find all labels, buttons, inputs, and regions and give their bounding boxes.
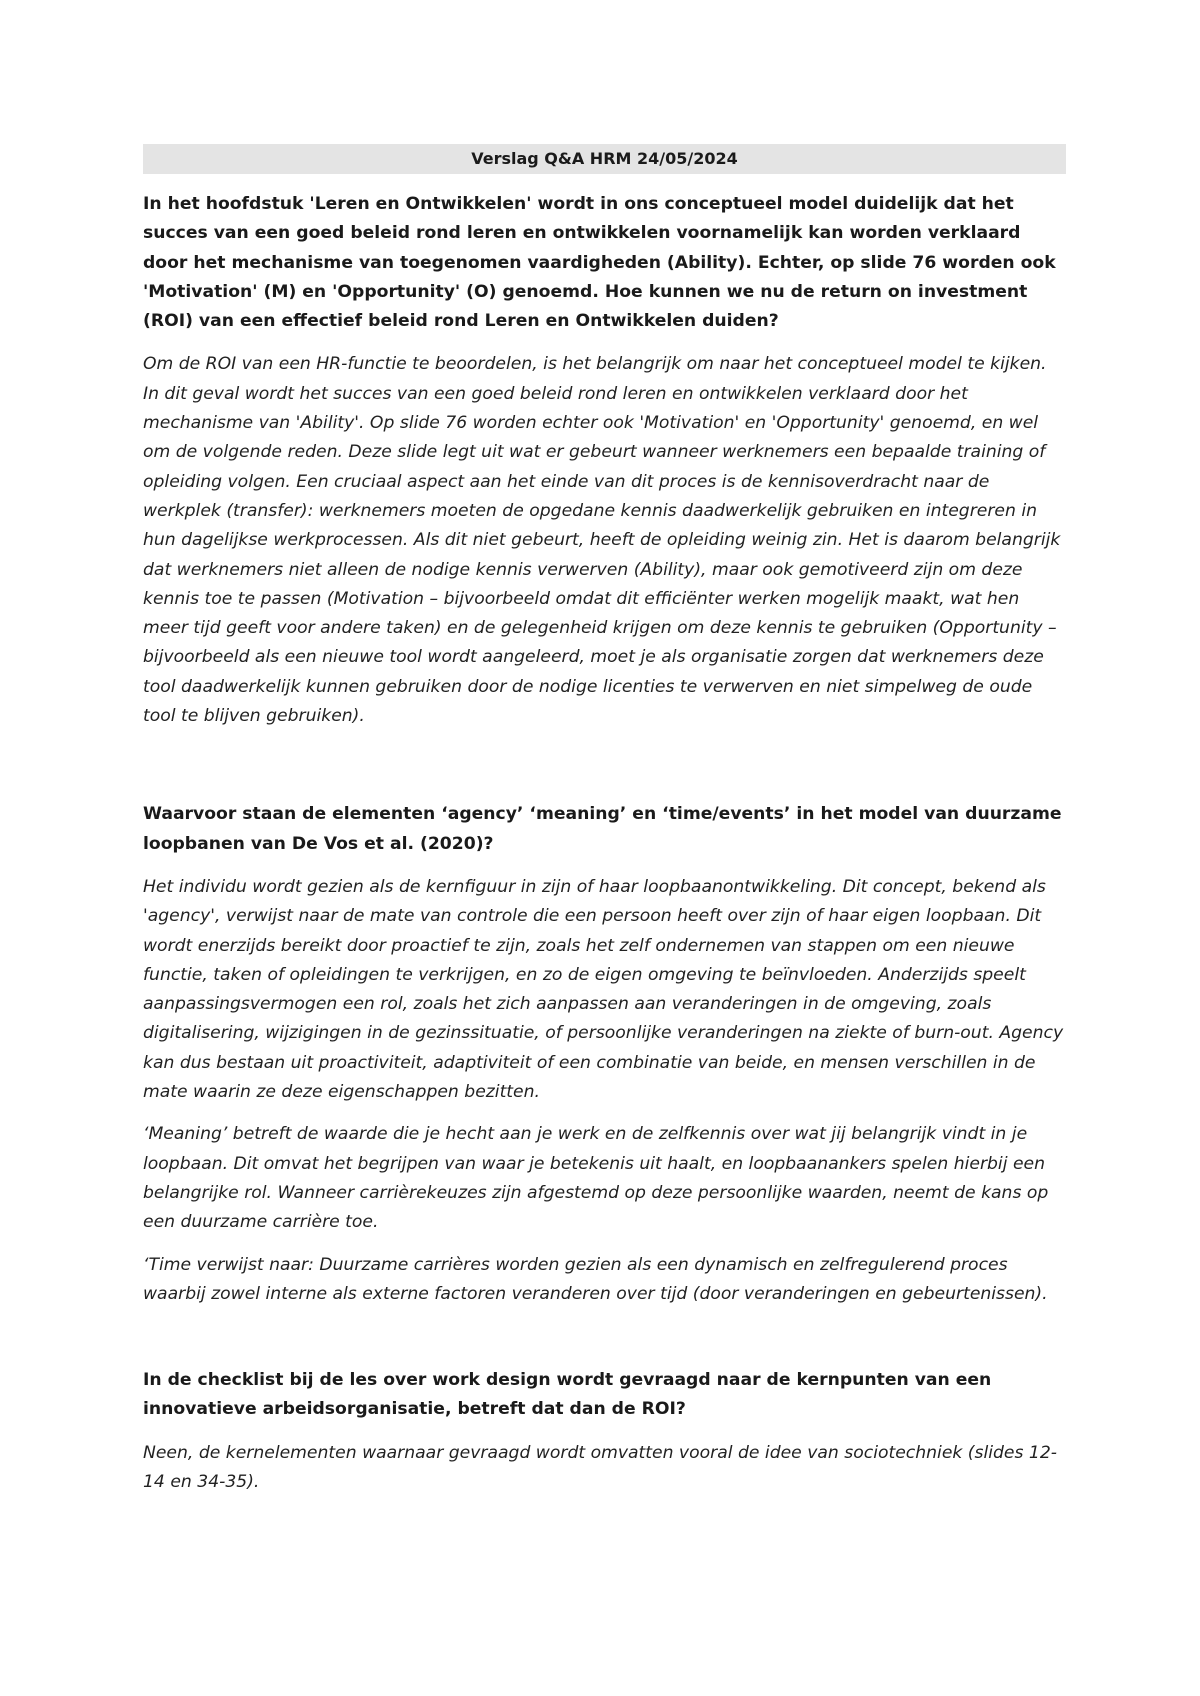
answer-1-paragraph-1: Om de ROI van een HR-functie te beoordelen, is het belangrijk om naar het conceptueel model te kijken. In dit geval wordt het succes van een goed beleid rond leren en ontwikkelen verklaard door het mechanisme van 'Ability'. Op slide 76 worden echter ook 'Motivation' en 'Opportunity' genoemd, en wel om de volgende reden. Deze slide legt uit wat er gebeurt wanneer werknemers een bepaalde training of opleiding volgen. Een cruciaal aspect aan het einde van dit proces is de kennisoverdracht naar de werkplek (transfer): werknemers moeten de opgedane kennis daadwerkelijk gebruiken en integreren in hun dagelijkse werkprocessen. Als dit niet gebeurt, heeft de opleiding weinig zin. Het is daarom belangrijk dat werknemers niet alleen de nodige kennis verwerven (Ability), maar ook gemotiveerd zijn om deze kennis toe te passen (Motivation – bijvoorbeeld omdat dit efficiënter werken mogelijk maakt, wat hen meer tijd geeft voor andere taken) en de gelegenheid krijgen om deze kennis te gebruiken (Opportunity – bijvoorbeeld als een nieuwe tool wordt aangeleerd, moet je als organisatie zorgen dat werknemers deze tool daadwerkelijk kunnen gebruiken door de nodige licenties te verwerven en niet simpelweg de oude tool te blijven gebruiken).	[143, 354, 1061, 727]
answer-2-paragraph-2: ‘Meaning’ betreft de waarde die je hecht aan je werk en de zelfkennis over wat jij belangrijk vindt in je loopbaan. Dit omvat het begrijpen van waar je betekenis uit haalt, en loopbaanankers spelen hierbij een belangrijke rol. Wanneer carrièrekeuzes zijn afgestemd op deze persoonlijke waarden, neemt de kans op een duurzame carrière toe.	[143, 1124, 1049, 1233]
document-page	[143, 144, 1066, 1510]
question-3: In de checklist bij de les over work design wordt gevraagd naar de kernpunten van een innovatieve arbeidsorganisatie, betreft dat dan de ROI?	[143, 1370, 992, 1420]
section-spacer	[143, 744, 1066, 800]
answer-3-paragraph-1: Neen, de kernelementen waarnaar gevraagd wordt omvatten vooral de idee van sociotechniek (slides 12-14 en 34-35).	[143, 1442, 1057, 1492]
question-1: In het hoofdstuk 'Leren en Ontwikkelen' wordt in ons conceptueel model duidelijk dat het succes van een goed beleid rond leren en ontwikkelen voornamelijk kan worden verklaard door het mechanisme van toegenomen vaardigheden (Ability). Echter, op slide 76 worden ook 'Motivation' (M) en 'Opportunity' (O) genoemd. Hoe kunnen we nu de return on investment (ROI) van een effectief beleid rond Leren en Ontwikkelen duiden?	[143, 194, 1056, 332]
answer-2-paragraph-1: Het individu wordt gezien als de kernfiguur in zijn of haar loopbaanontwikkeling. Dit concept, bekend als 'agency', verwijst naar de mate van controle die een persoon heeft over zijn of haar eigen loopbaan. Dit wordt enerzijds bereikt door proactief te zijn, zoals het zelf ondernemen van stappen om een nieuwe functie, taken of opleidingen te verkrijgen, en zo de eigen omgeving te beïnvloeden. Anderzijds speelt aanpassingsvermogen een rol, zoals het zich aanpassen aan veranderingen in de omgeving, zoals digitalisering, wijzigingen in de gezinssituatie, of persoonlijke veranderingen na ziekte of burn-out. Agency kan dus bestaan uit proactiviteit, adaptiviteit of een combinatie van beide, en mensen verschillen in de mate waarin ze deze eigenschappen bezitten.	[143, 876, 1064, 1103]
answer-2-paragraph-3: ‘Time verwijst naar: Duurzame carrières worden gezien als een dynamisch en zelfregulerend proces waarbij zowel interne als externe factoren veranderen over tijd (door veranderingen en gebeurtenissen).	[143, 1254, 1048, 1304]
question-2: Waarvoor staan de elementen ‘agency’ ‘meaning’ en ‘time/events’ in het model van duurzame loopbanen van De Vos et al. (2020)?	[143, 804, 1062, 854]
section-spacer	[143, 1322, 1066, 1366]
document-title: Verslag Q&A HRM 24/05/2024	[143, 144, 1066, 174]
